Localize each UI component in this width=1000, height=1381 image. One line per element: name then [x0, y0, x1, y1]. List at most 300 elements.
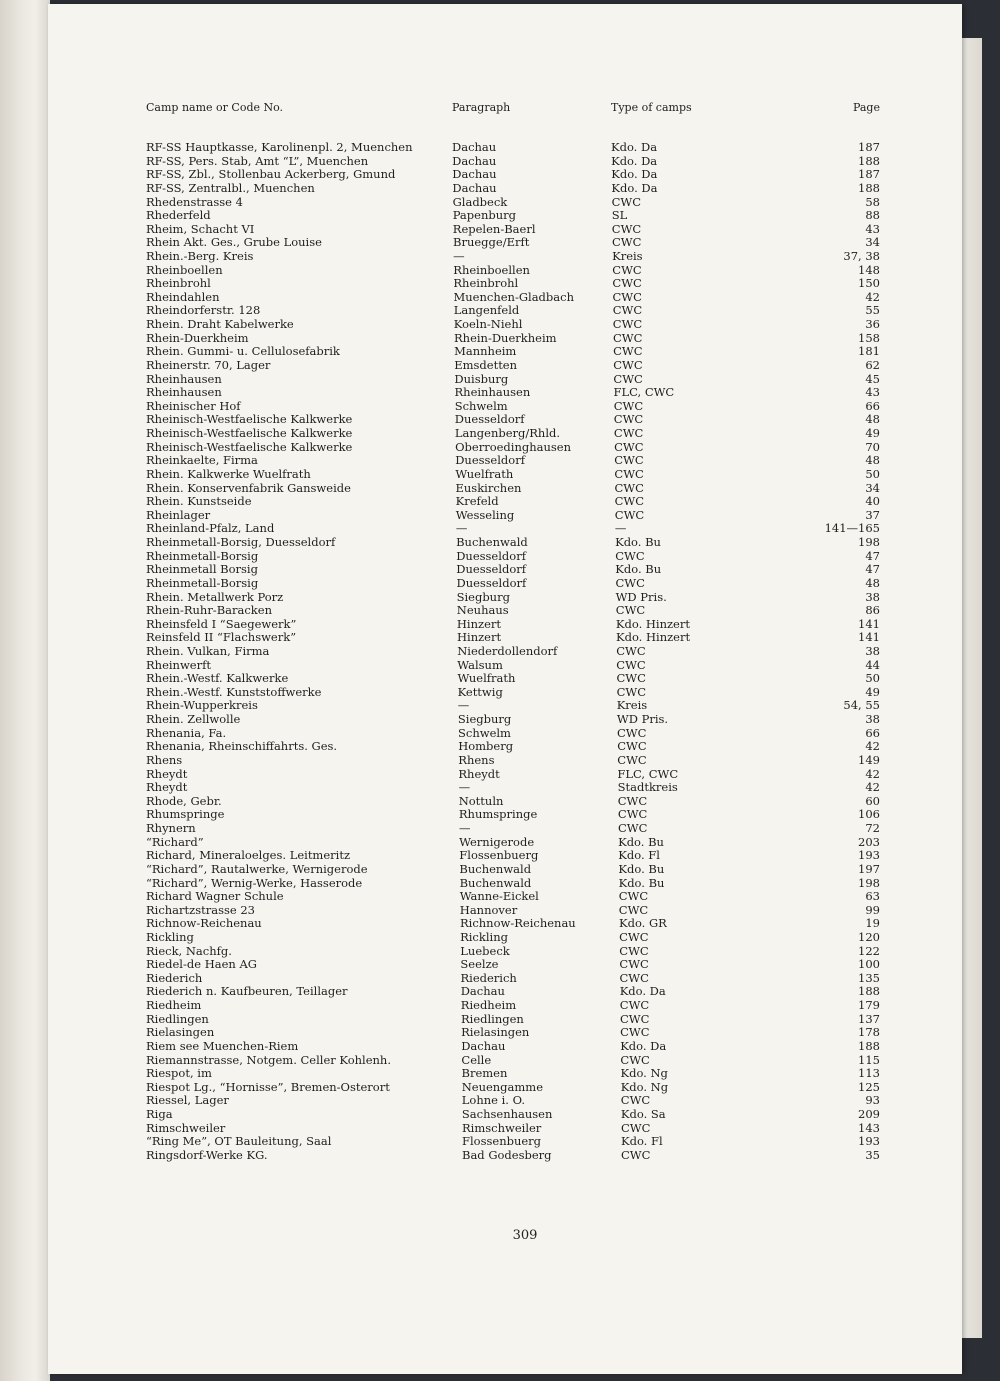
camp-name: Rheinmetall-Borsig	[146, 575, 259, 590]
camp-type: CWC	[614, 494, 645, 509]
index-row	[48, 727, 962, 740]
camp-name: Rheinsfeld I “Saegewerk”	[146, 616, 297, 631]
paragraph: Schwelm	[458, 725, 511, 740]
page-ref: 40	[865, 494, 880, 509]
page-ref: 188	[858, 1038, 880, 1053]
camp-name: RF-SS, Zentralbl., Muenchen	[146, 180, 315, 195]
camp-type: Kdo. Da	[619, 984, 666, 999]
camp-name: Rheinbrohl	[146, 276, 211, 291]
index-row	[48, 550, 962, 563]
page-ref: 141—165	[824, 521, 880, 536]
index-row	[48, 1040, 962, 1053]
index-row	[48, 577, 962, 590]
index-row	[48, 318, 962, 331]
camp-name: Rhenania, Fa.	[146, 725, 227, 740]
index-row	[48, 768, 962, 781]
paragraph: Oberroedinghausen	[455, 439, 572, 454]
index-row	[48, 155, 962, 168]
camp-type: CWC	[614, 480, 644, 495]
camp-name: Richard, Mineraloelges. Leitmeritz	[146, 848, 351, 863]
camp-name: Reinsfeld II “Flachswerk”	[146, 630, 297, 645]
index-row	[48, 277, 962, 290]
camp-name: “Richard”	[146, 834, 204, 849]
page-ref: 19	[865, 916, 880, 931]
page-ref: 203	[858, 834, 880, 849]
camp-type: Kreis	[616, 698, 648, 713]
camp-name: Rhein-Ruhr-Baracken	[146, 603, 272, 618]
paragraph: Riederich	[460, 970, 517, 985]
paragraph: Bremen	[461, 1066, 508, 1081]
page-ref: 193	[858, 848, 880, 863]
camp-name: Rheinland-Pfalz, Land	[146, 521, 275, 536]
camp-name: Riga	[146, 1107, 173, 1121]
paragraph: Hannover	[459, 902, 518, 917]
page-ref: 38	[865, 589, 880, 604]
index-row	[48, 509, 962, 522]
camp-name: Rheinisch-Westfaelische Kalkwerke	[146, 426, 353, 440]
camp-name: Riemannstrasse, Notgem. Celler Kohlenh.	[146, 1052, 391, 1067]
camp-name: RF-SS, Zbl., Stollenbau Ackerberg, Gmund	[146, 167, 396, 182]
paragraph: Lohne i. O.	[461, 1093, 526, 1108]
page-ref: 99	[865, 902, 880, 917]
paragraph: Celle	[461, 1052, 492, 1067]
page-ref: 115	[858, 1052, 880, 1067]
page-ref: 34	[865, 480, 880, 495]
index-row	[48, 441, 962, 454]
camp-name: Rhein.-Westf. Kalkwerke	[146, 671, 289, 686]
paragraph: Seelze	[460, 957, 499, 972]
camp-name: Rheinmetall Borsig	[146, 562, 258, 577]
page-ref: 48	[865, 412, 880, 427]
camp-type: WD Pris.	[615, 589, 667, 604]
page-ref: 181	[858, 344, 880, 359]
camp-type: Kdo. Da	[611, 153, 658, 168]
camp-type: CWC	[617, 793, 648, 808]
camp-name: Ringsdorf-Werke KG.	[146, 1147, 268, 1162]
camp-type: CWC	[614, 507, 645, 522]
camp-type: SL	[611, 208, 628, 223]
paragraph: Schwelm	[454, 398, 508, 413]
paragraph: Flossenbuerg	[462, 1134, 542, 1149]
paragraph: Luebeck	[460, 943, 510, 958]
camp-name: Rielasingen	[146, 1025, 215, 1040]
index-row	[48, 482, 962, 495]
camp-type: CWC	[613, 426, 644, 440]
camp-type: CWC	[616, 657, 646, 672]
camp-name: Rheydt	[146, 766, 188, 781]
paragraph: Kettwig	[457, 684, 503, 699]
camp-type: Kdo. Hinzert	[616, 630, 691, 645]
page-ref: 193	[858, 1134, 880, 1149]
camp-name: Rheindorferstr. 128	[146, 303, 261, 318]
paragraph: Wernigerode	[459, 834, 535, 849]
page-ref: 49	[865, 684, 880, 699]
camp-type: CWC	[617, 807, 648, 822]
camp-type: Kdo. Bu	[615, 535, 661, 549]
paragraph: Wuelfrath	[457, 671, 516, 686]
paragraph: Duesseldorf	[456, 575, 527, 590]
page-ref: 60	[865, 793, 880, 808]
camp-type: Kdo. Ng	[620, 1079, 669, 1094]
index-row	[48, 863, 962, 876]
page-ref: 37	[865, 507, 880, 522]
camp-name: Richnow-Reichenau	[146, 916, 262, 931]
paragraph: Rheydt	[458, 766, 500, 781]
page-ref: 197	[858, 861, 880, 876]
index-row	[48, 591, 962, 604]
index-row	[48, 945, 962, 958]
camp-type: Kreis	[612, 249, 643, 263]
index-row	[48, 250, 962, 263]
camp-name: Rhode, Gebr.	[146, 793, 222, 808]
page-ref: 188	[858, 984, 880, 999]
paragraph: Langenfeld	[453, 303, 520, 318]
index-row	[48, 713, 962, 726]
paragraph: Riedheim	[460, 998, 517, 1013]
camp-type: Kdo. Da	[620, 1038, 667, 1053]
index-row	[48, 1122, 962, 1135]
camp-name: “Richard”, Wernig-Werke, Hasserode	[146, 875, 363, 890]
camp-name: Rhein. Kalkwerke Wuelfrath	[146, 466, 311, 481]
page-ref: 143	[858, 1120, 880, 1135]
camp-type: Kdo. Bu	[618, 875, 665, 890]
camp-name: Riederich n. Kaufbeuren, Teillager	[146, 984, 348, 999]
page-ref: 42	[865, 739, 880, 754]
page-ref: 66	[865, 398, 880, 413]
camp-name: Rheinlager	[146, 507, 211, 522]
camp-type: CWC	[620, 1025, 650, 1040]
camp-name: Rhein. Konservenfabrik Gansweide	[146, 480, 351, 495]
camp-type: CWC	[619, 957, 649, 972]
page-ref: 125	[858, 1079, 880, 1094]
camp-type: CWC	[612, 289, 642, 304]
camp-type: CWC	[619, 943, 649, 958]
paragraph: Duesseldorf	[454, 412, 525, 427]
paragraph: Papenburg	[452, 208, 516, 223]
camp-name: Riessel, Lager	[146, 1093, 229, 1108]
camp-name: Rhein. Metallwerk Porz	[146, 589, 284, 604]
paragraph: Rickling	[460, 930, 508, 944]
index-row	[48, 958, 962, 971]
page-ref: 38	[865, 643, 880, 658]
index-row	[48, 631, 962, 644]
camp-type: CWC	[611, 221, 642, 236]
page-ref: 43	[865, 385, 880, 400]
index-row	[48, 808, 962, 821]
camp-type: Kdo. GR	[619, 916, 667, 931]
camp-name: Riedheim	[146, 998, 202, 1013]
camp-name: RF-SS, Pers. Stab, Amt “L”, Muenchen	[146, 153, 369, 168]
camp-type: Stadtkreis	[617, 780, 678, 795]
camp-name: Rhein. Draht Kabelwerke	[146, 317, 294, 332]
camp-name: Rhein. Vulkan, Firma	[146, 643, 270, 658]
index-row	[48, 1054, 962, 1067]
camp-name: Riedlingen	[146, 1011, 209, 1026]
page-ref: 141	[858, 616, 880, 631]
index-row	[48, 740, 962, 753]
paragraph: Nottuln	[458, 793, 504, 808]
header-paragraph: Paragraph	[452, 101, 511, 114]
paragraph: Buchenwald	[456, 535, 528, 549]
camp-type: CWC	[621, 1147, 651, 1162]
paragraph: Wesseling	[455, 507, 515, 522]
camp-type: Kdo. Da	[611, 167, 658, 182]
camp-name: Riederich	[146, 970, 203, 985]
page-ref: 141	[858, 630, 880, 645]
paragraph: Rhein-Duerkheim	[454, 330, 557, 345]
paragraph: Siegburg	[456, 589, 510, 604]
index-row	[48, 291, 962, 304]
page-ref: 178	[858, 1025, 880, 1040]
camp-type: CWC	[619, 970, 649, 985]
camp-type: CWC	[618, 902, 649, 917]
camp-type: CWC	[620, 1052, 650, 1067]
camp-type: CWC	[618, 889, 649, 904]
page-ref: 58	[865, 194, 880, 209]
camp-name: Rhynern	[146, 821, 196, 835]
camp-name: Rhein-Duerkheim	[146, 330, 249, 345]
index-row	[48, 427, 962, 440]
camp-name: Rheinhausen	[146, 385, 222, 400]
index-row	[48, 332, 962, 345]
paragraph: Duesseldorf	[455, 453, 525, 468]
paragraph: Rheinboellen	[453, 262, 530, 277]
paragraph: —	[458, 780, 471, 795]
camp-name: Rhederfeld	[146, 208, 211, 223]
page-ref: 148	[858, 262, 880, 277]
page-ref: 47	[865, 548, 880, 563]
index-row	[48, 1067, 962, 1080]
paragraph: Rhumspringe	[458, 807, 538, 822]
page-number: 309	[512, 1228, 538, 1243]
page-ref: 187	[858, 140, 880, 154]
camp-name: Rheinisch-Westfaelische Kalkwerke	[146, 439, 353, 454]
index-row	[48, 849, 962, 862]
paragraph: Buchenwald	[459, 875, 532, 890]
camp-type: CWC	[616, 684, 647, 699]
paragraph: —	[453, 249, 465, 263]
index-row	[48, 563, 962, 576]
paragraph: Repelen-Baerl	[452, 221, 536, 236]
camp-name: Rhein. Kunstseide	[146, 494, 252, 509]
camp-type: CWC	[613, 330, 643, 345]
index-row	[48, 1108, 962, 1121]
camp-name: Rhens	[146, 752, 183, 767]
index-row	[48, 182, 962, 195]
camp-name: Rieck, Nachfg.	[146, 943, 232, 958]
paragraph: Flossenbuerg	[459, 848, 539, 863]
camp-type: Kdo. Hinzert	[615, 616, 690, 631]
camp-type: Kdo. Ng	[620, 1066, 668, 1081]
camp-name: Riedel-de Haen AG	[146, 957, 257, 972]
camp-name: Rheim, Schacht VI	[146, 221, 255, 236]
camp-name: Rheinhausen	[146, 371, 222, 386]
page-ref: 55	[865, 303, 880, 318]
paragraph: Duisburg	[454, 371, 509, 386]
camp-name: Rhein. Zellwolle	[146, 712, 241, 726]
index-row	[48, 1094, 962, 1107]
paragraph: Neuhaus	[456, 603, 509, 618]
index-row	[48, 645, 962, 658]
paragraph: Hinzert	[457, 630, 502, 645]
column-header	[48, 101, 962, 114]
paragraph: Neuengamme	[461, 1079, 544, 1094]
camp-name: Riem see Muenchen-Riem	[146, 1038, 299, 1053]
camp-type: —	[614, 521, 627, 536]
camp-type: CWC	[612, 262, 642, 277]
index-row	[48, 168, 962, 181]
page-ref: 179	[858, 998, 880, 1013]
page-ref: 63	[865, 889, 880, 904]
index-row	[48, 659, 962, 672]
camp-type: Kdo. Bu	[618, 834, 664, 849]
camp-name: RF-SS Hauptkasse, Karolinenpl. 2, Muenchen	[146, 140, 413, 154]
index-row	[48, 359, 962, 372]
index-row	[48, 822, 962, 835]
camp-type: FLC, CWC	[613, 385, 675, 400]
page-ref: 188	[858, 180, 880, 195]
camp-name: “Ring Me”, OT Bauleitung, Saal	[146, 1134, 332, 1149]
index-row	[48, 1149, 962, 1162]
camp-type: Kdo. Da	[611, 180, 658, 195]
paragraph: Hinzert	[456, 616, 502, 631]
index-row	[48, 618, 962, 631]
camp-name: Rheinerstr. 70, Lager	[146, 357, 271, 372]
index-row	[48, 373, 962, 386]
camp-type: Kdo. Bu	[615, 562, 662, 577]
page-ref: 149	[858, 752, 880, 767]
page-ref: 120	[858, 930, 880, 944]
page-ref: 62	[865, 357, 880, 372]
index-row	[48, 686, 962, 699]
index-row	[48, 699, 962, 712]
page-ref: 70	[865, 439, 880, 454]
camp-type: CWC	[613, 344, 643, 359]
index-row	[48, 754, 962, 767]
paragraph: Dachau	[452, 140, 497, 154]
book-spine	[0, 0, 50, 1381]
page-ref: 49	[865, 426, 880, 440]
camp-name: Rheindahlen	[146, 289, 220, 304]
index-row	[48, 400, 962, 413]
camp-type: Kdo. Da	[611, 140, 658, 154]
index-row	[48, 985, 962, 998]
paragraph: Richnow-Reichenau	[460, 916, 576, 931]
paragraph: Gladbeck	[452, 194, 508, 209]
camp-name: Rheydt	[146, 780, 188, 795]
camp-type: CWC	[613, 412, 644, 427]
index-row	[48, 495, 962, 508]
camp-name: Rimschweiler	[146, 1120, 226, 1135]
page-ref: 50	[865, 671, 880, 686]
header-type: Type of camps	[611, 101, 692, 114]
page-ref: 93	[865, 1093, 880, 1108]
camp-name: Rickling	[146, 930, 194, 944]
index-row	[48, 454, 962, 467]
index-row	[48, 781, 962, 794]
paragraph: Buchenwald	[459, 861, 532, 876]
index-row	[48, 141, 962, 154]
paragraph: Sachsenhausen	[461, 1107, 553, 1121]
camp-type: CWC	[618, 821, 648, 835]
camp-type: Kdo. Fl	[618, 848, 660, 863]
camp-type: CWC	[615, 548, 645, 563]
page-ref: 36	[865, 317, 880, 332]
camp-name: Rheinmetall-Borsig, Duesseldorf	[146, 535, 336, 549]
paragraph: Wuelfrath	[455, 466, 514, 481]
camp-type: CWC	[614, 439, 644, 454]
index-row	[48, 604, 962, 617]
index-row	[48, 264, 962, 277]
index-row	[48, 904, 962, 917]
paragraph: Rhens	[458, 752, 495, 767]
index-row	[48, 236, 962, 249]
camp-name: Rhumspringe	[146, 807, 225, 822]
camp-type: CWC	[612, 317, 643, 332]
paragraph: Homberg	[458, 739, 514, 754]
camp-name: Rhenania, Rheinschiffahrts. Ges.	[146, 739, 338, 754]
page-ref: 47	[865, 562, 880, 577]
camp-name: Rheinwerft	[146, 657, 211, 672]
page-ref: 86	[865, 603, 880, 618]
camp-name: Riespot, im	[146, 1066, 212, 1081]
index-row	[48, 672, 962, 685]
page-ref: 48	[865, 575, 880, 590]
camp-name: Rhein. Gummi- u. Cellulosefabrik	[146, 344, 340, 359]
index-row	[48, 836, 962, 849]
header-camp-name: Camp name or Code No.	[146, 101, 284, 114]
camp-type: Kdo. Sa	[620, 1107, 666, 1121]
paragraph: Emsdetten	[454, 357, 518, 372]
camp-type: CWC	[617, 739, 647, 754]
page-ref: 100	[858, 957, 880, 972]
book-page	[48, 4, 962, 1374]
camp-name: Rhein Akt. Ges., Grube Louise	[146, 235, 322, 250]
index-row	[48, 1081, 962, 1094]
page-ref: 50	[865, 466, 880, 481]
page-ref: 35	[865, 1147, 880, 1162]
index-row	[48, 1026, 962, 1039]
paragraph: Walsum	[457, 657, 503, 672]
index-row	[48, 1013, 962, 1026]
header-page: Page	[852, 101, 880, 114]
camp-type: Kdo. Fl	[621, 1134, 663, 1149]
page-ref: 48	[865, 453, 880, 468]
paragraph: Koeln-Niehl	[453, 317, 523, 332]
paragraph: Dachau	[452, 167, 497, 182]
camp-name: Rheinischer Hof	[146, 398, 241, 413]
paragraph: Siegburg	[457, 712, 512, 726]
page-ref: 198	[858, 535, 880, 549]
index-row	[48, 468, 962, 481]
page-ref: 34	[865, 235, 880, 250]
index-row	[48, 209, 962, 222]
page-ref: 54, 55	[843, 698, 880, 713]
page-ref: 38	[865, 712, 880, 726]
camp-type: CWC	[611, 194, 642, 209]
page-ref: 37, 38	[843, 249, 880, 263]
camp-type: CWC	[614, 453, 644, 468]
page-ref: 150	[858, 276, 880, 291]
page-ref: 187	[858, 167, 880, 182]
camp-name: Rheinmetall-Borsig	[146, 548, 259, 563]
paragraph: Rielasingen	[461, 1025, 530, 1040]
index-row	[48, 972, 962, 985]
paragraph: Niederdollendorf	[457, 643, 558, 658]
index-row	[48, 999, 962, 1012]
page-ref: 113	[858, 1066, 880, 1081]
page-ref: 42	[865, 780, 880, 795]
